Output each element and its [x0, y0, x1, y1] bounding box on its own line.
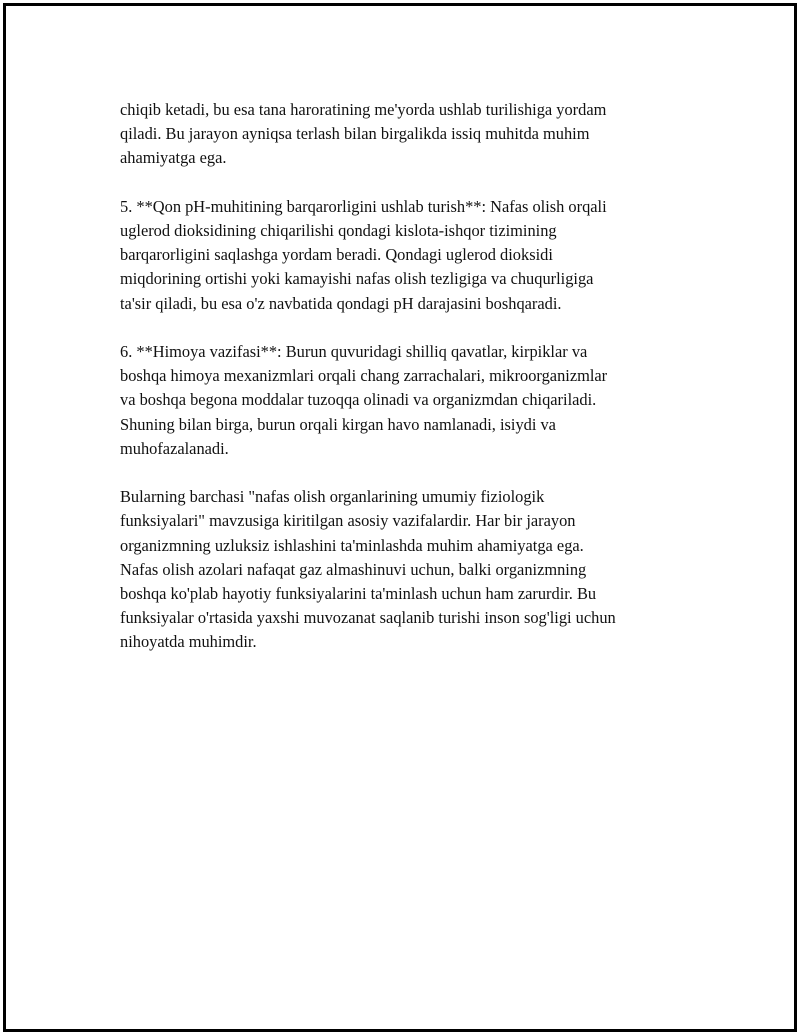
document-body	[120, 98, 680, 655]
paragraph-blood-ph: 5. **Qon pH-muhitining barqarorligini ushlab turish**: Nafas olish orqali uglerod dioksidining chiqarilishi qondagi kislota-ishqor tizimining barqarorligini saqlashga yordam beradi. Qondagi uglerod dioksidi miqdorining ortishi yoki kamayishi nafas olish tezligiga va chuqurligiga ta'sir qiladi, bu esa o'z navbatida qondagi pH darajasini boshqaradi.	[120, 196, 607, 313]
paragraph-summary: Bularning barchasi "nafas olish organlarining umumiy fiziologik funksiyalari" mavzusiga kiritilgan asosiy vazifalardir. Har bir jarayon organizmning uzluksiz ishlashini ta'minlashda muhim ahamiyatga ega. Nafas olish azolari nafaqat gaz almashinuvi uchun, balki organizmning boshqa ko'plab hayotiy funksiyalarini ta'minlash uchun ham zarurdir. Bu funksiyalar o'rtasida yaxshi muvozanat saqlanib turishi inson sog'ligi uchun nihoyatda muhimdir.	[120, 487, 616, 652]
page-frame	[3, 3, 797, 1032]
paragraph-continuation: chiqib ketadi, bu esa tana haroratining me'yorda ushlab turilishiga yordam qiladi. Bu jarayon ayniqsa terlash bilan birgalikda issiq muhitda muhim ahamiyatga ega.	[120, 100, 607, 168]
paragraph-protective-function: 6. **Himoya vazifasi**: Burun quvuridagi shilliq qavatlar, kirpiklar va boshqa himoya mexanizmlari orqali chang zarrachalari, mikroorganizmlar va boshqa begona moddalar tuzoqqa olinadi va organizmdan chiqariladi. Shuning bilan birga, burun orqali kirgan havo namlanadi, isiydi va muhofazalanadi.	[120, 342, 608, 458]
